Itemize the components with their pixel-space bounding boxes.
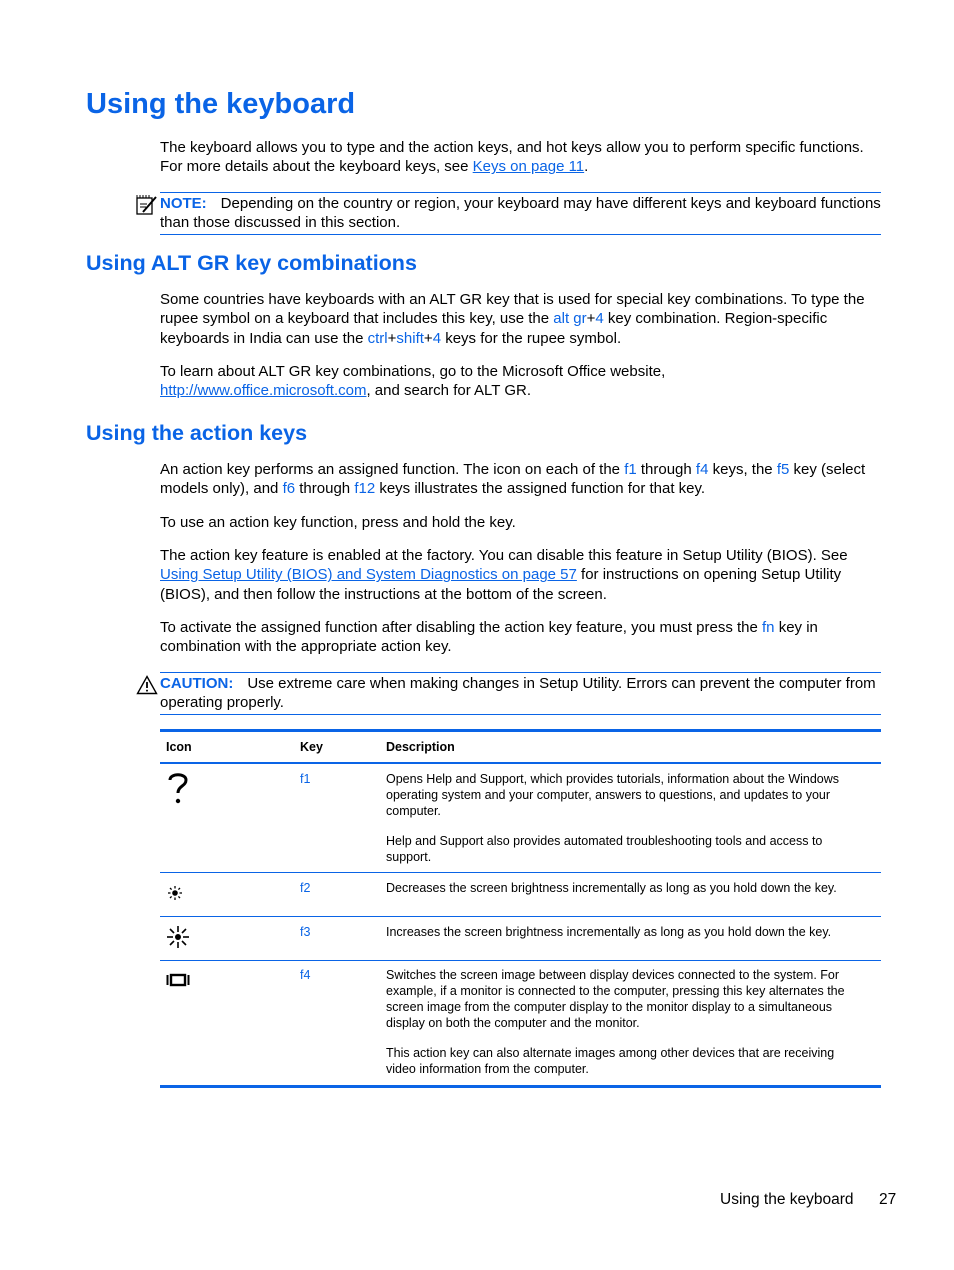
action-text: through [295, 480, 355, 498]
page-number: 27 [879, 1191, 897, 1208]
action-text: To activate the assigned function after disabling the action key feature, you must press the [160, 619, 763, 636]
description-text: Increases the screen brightness incrementally as long as you hold down the key. [386, 925, 832, 939]
question-mark-icon [166, 770, 190, 810]
altgr-heading: Using ALT GR key combinations [86, 251, 417, 275]
header-icon: Icon [166, 740, 192, 754]
action-text: The action key feature is enabled at the factory. You can disable this feature in Setup Utility (BIOS). See [160, 547, 848, 564]
action-text: keys, the [708, 461, 777, 478]
description-cell [386, 967, 866, 1091]
altgr-text: , and search for ALT GR. [366, 382, 531, 400]
action-text: An action key performs an assigned function. The icon on each of the [160, 461, 625, 478]
plus-sign: + [387, 329, 397, 347]
action-heading: Using the action keys [86, 421, 308, 445]
description-text: This action key can also alternate images among other devices that are receiving video information from the computer. [386, 1046, 835, 1076]
footer-section: Using the keyboard [720, 1191, 854, 1208]
description-text: Decreases the screen brightness incrementally as long as you hold down the key. [386, 881, 837, 895]
key-f6: f6 [282, 480, 296, 498]
warning-triangle-icon [136, 675, 158, 700]
page-title: Using the keyboard [86, 88, 356, 120]
altgr-text: Some countries have keyboards with an ALT GR key that is used for special key combinations. To type the rupee symbol on a keyboard that includes this key, use the [160, 291, 865, 328]
action-paragraph-4 [160, 618, 872, 657]
keys-link[interactable]: Keys on page 11 [472, 158, 585, 176]
table-row [160, 764, 881, 873]
table-header-row [160, 732, 881, 764]
table-row [160, 961, 881, 1088]
altgr-text: key combination. Region-specific keyboards in India can use the [160, 310, 828, 347]
action-text: through [636, 461, 696, 478]
key-f12: f12 [354, 480, 376, 498]
action-keys-table [160, 729, 881, 1088]
header-description: Description [386, 740, 455, 754]
description-cell [386, 880, 866, 910]
action-text: key (select models only), and [160, 461, 866, 498]
note-text: Depending on the country or region, your keyboard may have different keys and keyboard functions than those discussed in this section. [160, 195, 881, 232]
key-cell: f1 [300, 772, 311, 786]
brightness-up-icon [166, 925, 190, 953]
plus-sign: + [586, 310, 596, 328]
note-pencil-icon [135, 193, 159, 222]
key-4: 4 [595, 310, 604, 328]
office-link[interactable]: http://www.office.microsoft.com [160, 382, 367, 400]
action-paragraph-3 [160, 546, 872, 604]
key-4: 4 [432, 329, 442, 347]
header-key: Key [300, 740, 323, 754]
key-f4: f4 [695, 461, 709, 478]
key-ctrl: ctrl [367, 329, 388, 347]
description-text: Opens Help and Support, which provides tutorials, information about the Windows operating system and your computer, answers to questions, and updates to your computer. [386, 772, 840, 818]
key-fn: fn [762, 619, 775, 636]
note-box [160, 192, 881, 235]
action-text: keys illustrates the assigned function for that key. [375, 480, 706, 498]
intro-paragraph [160, 138, 872, 177]
key-shift: shift [396, 329, 424, 347]
setup-utility-link[interactable]: Using Setup Utility (BIOS) and System Diagnostics on page 57 [160, 566, 577, 584]
action-text: for instructions on opening Setup Utility (BIOS), and then follow the instructions at the bottom of the screen. [160, 566, 842, 603]
altgr-paragraph-2 [160, 362, 872, 401]
intro-text: The keyboard allows you to type and the action keys, and hot keys allow you to perform specific functions. For more details about the keyboard keys, see [160, 139, 864, 176]
key-altgr: alt gr [553, 310, 587, 328]
key-f5: f5 [776, 461, 790, 478]
intro-text-end: . [584, 158, 589, 176]
caution-text: Use extreme care when making changes in Setup Utility. Errors can prevent the computer from operating properly. [160, 675, 876, 712]
description-text: Help and Support also provides automated troubleshooting tools and access to support. [386, 834, 823, 864]
brightness-down-icon [166, 884, 184, 906]
key-cell: f4 [300, 968, 311, 982]
altgr-text: To learn about ALT GR key combinations, go to the Microsoft Office website, [160, 363, 666, 380]
display-switch-icon [166, 973, 190, 991]
key-cell: f3 [300, 925, 311, 939]
plus-sign: + [423, 329, 433, 347]
altgr-text: keys for the rupee symbol. [441, 329, 622, 347]
action-paragraph-2: To use an action key function, press and hold the key. [160, 514, 516, 531]
action-text: key in combination with the appropriate action key. [160, 619, 818, 656]
note-label: NOTE: [160, 195, 207, 212]
description-cell [386, 771, 866, 879]
altgr-paragraph-1 [160, 290, 872, 348]
key-f1: f1 [624, 461, 637, 478]
caution-box [160, 672, 881, 715]
description-cell [386, 924, 866, 954]
caution-label: CAUTION: [160, 675, 234, 692]
table-row [160, 917, 881, 961]
table-row [160, 873, 881, 917]
key-cell: f2 [300, 881, 311, 895]
action-paragraph-1 [160, 460, 872, 499]
description-text: Switches the screen image between display devices connected to the system. For example, if a monitor is connected to the computer, pressing this key alternates the screen image from the computer display to the monitor display to a simultaneous display on both the computer and the monitor. [386, 968, 845, 1030]
